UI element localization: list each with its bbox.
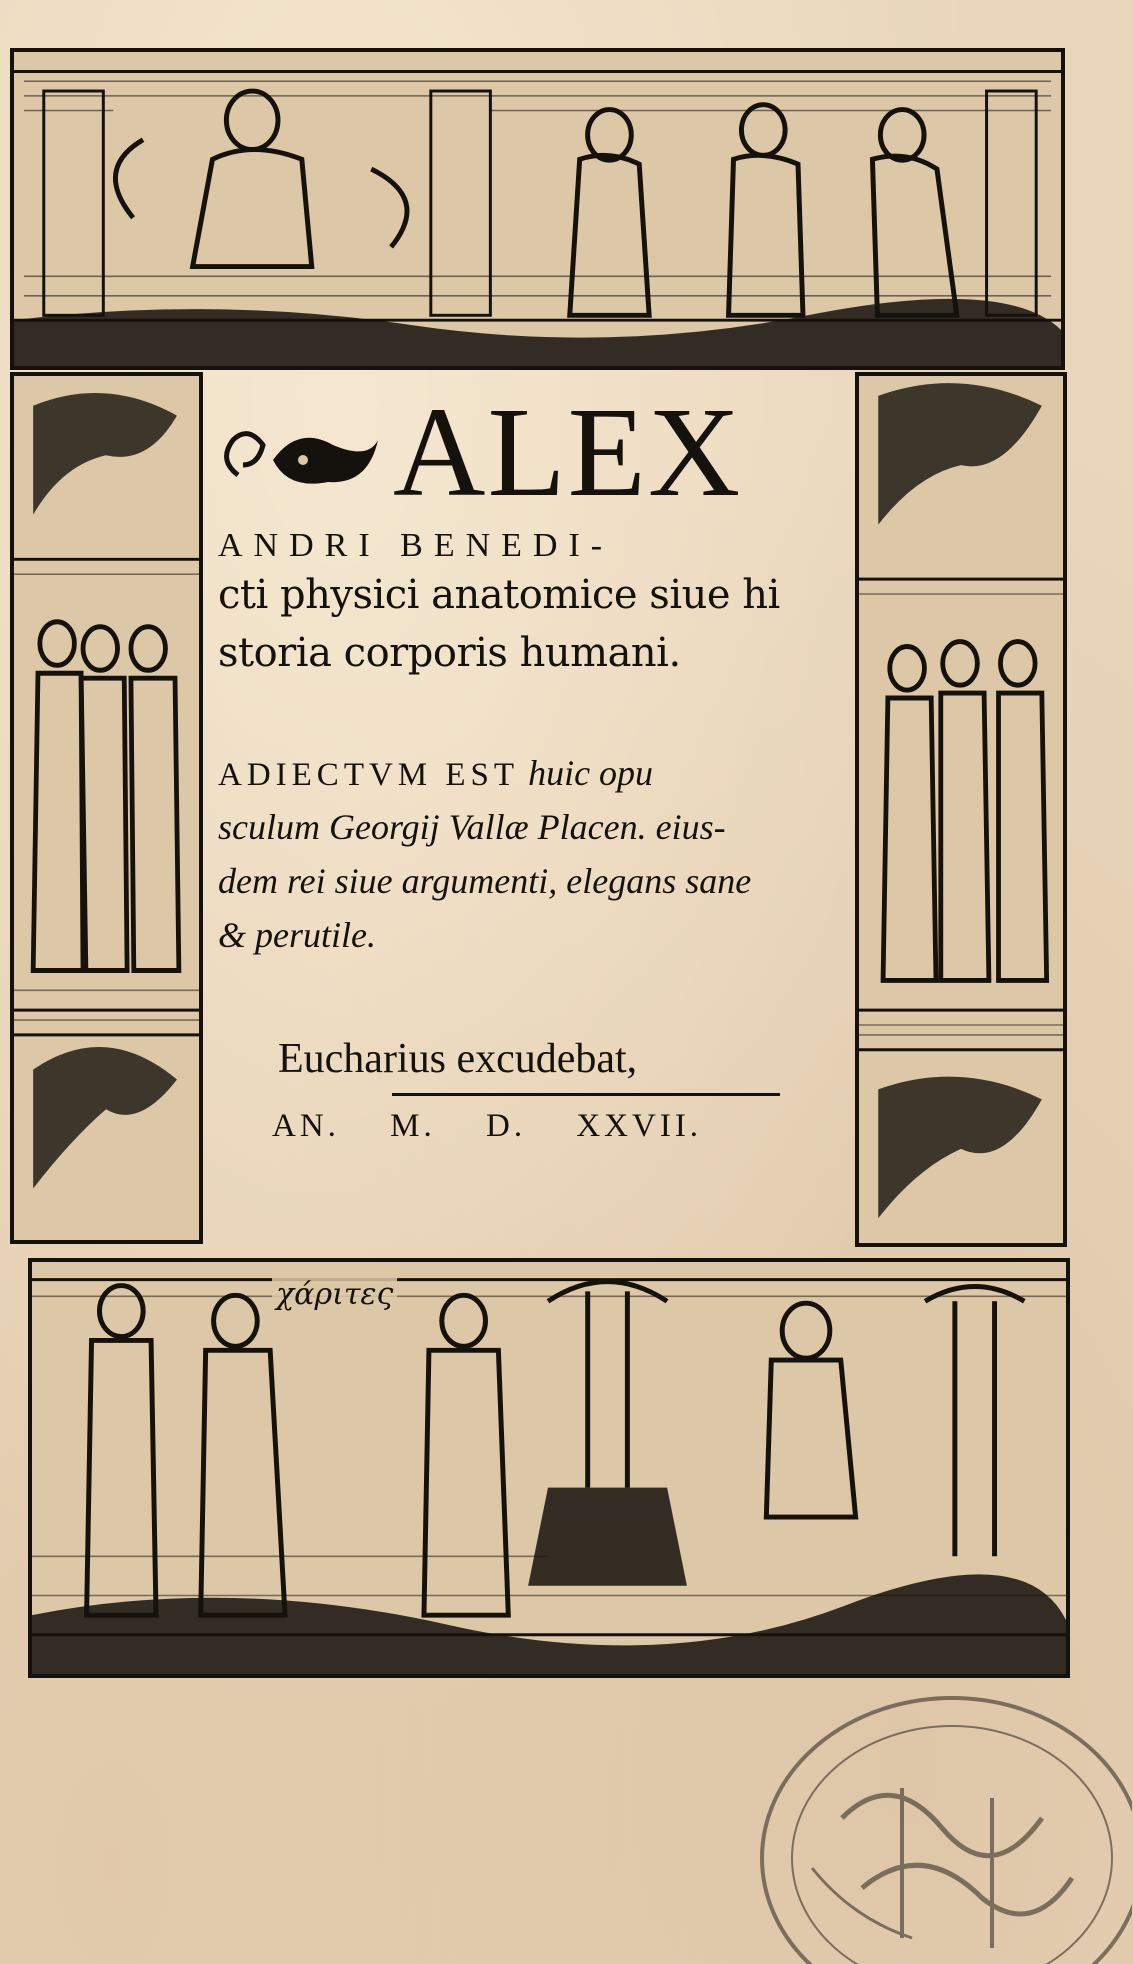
adiectum-line-3: dem rei siue argumenti, elegans sane: [218, 861, 752, 901]
title-line-1: cti physici anatomice siue hi: [218, 572, 780, 618]
title-alex: ALEX: [393, 381, 743, 523]
left-woodcut-border: [10, 372, 203, 1244]
library-stamp: [752, 1688, 1132, 1964]
imprint-year: AN. M. D. XXVII.: [272, 1108, 703, 1144]
adiectum-line-1-rest: huic opu: [528, 753, 654, 793]
title-heading: [218, 381, 858, 528]
imprint-rule: [392, 1093, 780, 1096]
imprint-printer: Eucharius excudebat,: [278, 1036, 638, 1082]
fleuron-icon: [218, 420, 383, 500]
top-woodcut-border: [10, 48, 1065, 370]
title-andri-line: ANDRI BENEDI-: [218, 527, 614, 564]
woodcut-greek-caption: χάριτες: [272, 1277, 397, 1312]
right-woodcut-border: [855, 372, 1067, 1247]
title-line-2: storia corporis humani.: [218, 630, 681, 676]
adiectum-line-2: sculum Georgij Vallæ Placen. eius-: [218, 807, 726, 847]
adiectum-line-1: [218, 752, 653, 794]
adiectum-line-4: & perutile.: [218, 915, 376, 955]
bottom-woodcut-border: [28, 1258, 1070, 1678]
adiectum-caps: ADIECTVM EST: [218, 757, 520, 793]
